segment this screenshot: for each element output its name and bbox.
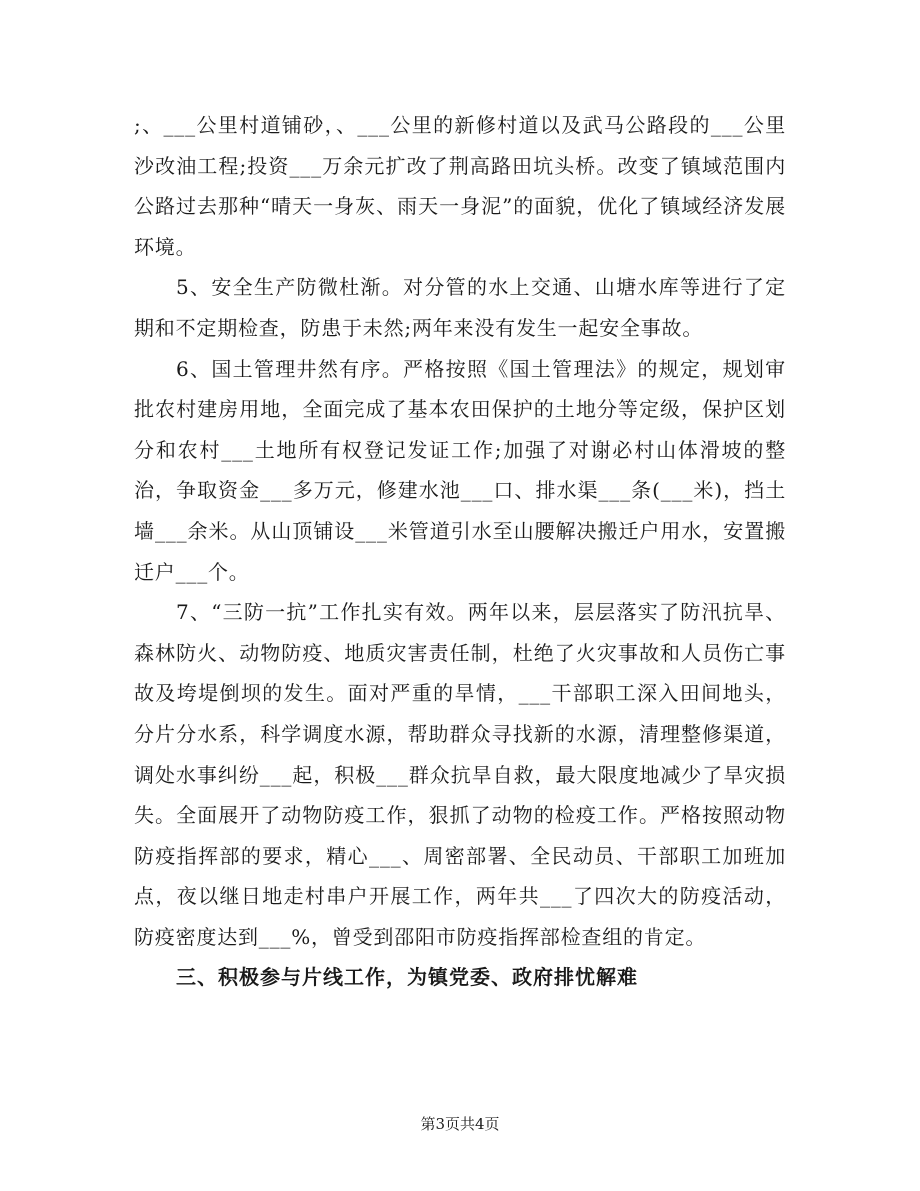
paragraph-safety-production: 5、安全生产防微杜渐。对分管的水上交通、山塘水库等进行了定期和不定期检查，防患于未然;两年来没有发生一起安全事故。 [134, 275, 786, 340]
paragraph-road-works: ;、___公里村道铺砂，、___公里的新修村道以及武马公路段的___公里沙改油工程;投资___万余元扩改了荆高路田坑头桥。改变了镇域范围内公路过去那种“晴天一身灰、雨天一身泥”的面貌，优化了镇域经济发展环境。 [134, 113, 786, 259]
paragraph-land-management: 6、国土管理井然有序。严格按照《国土管理法》的规定，规划审批农村建房用地，全面完成了基本农田保护的土地分等定级，保护区划分和农村___土地所有权登记发证工作;加强了对谢必村山体滑坡的整治，争取资金___多万元，修建水池___口、排水渠___条(___米)，挡土墙___余米。从山顶铺设___米管道引水至山腰解决搬迁户用水，安置搬迁户___个。 [134, 356, 786, 584]
paragraph-disaster-prevention: 7、“三防一抗”工作扎实有效。两年以来，层层落实了防汛抗旱、森林防火、动物防疫、地质灾害责任制，杜绝了火灾事故和人员伤亡事故及垮堤倒坝的发生。面对严重的旱情，___干部职工深入田间地头，分片分水系，科学调度水源，帮助群众寻找新的水源，清理整修渠道，调处水事纠纷___起，积极___群众抗旱自救，最大限度地减少了旱灾损失。全面展开了动物防疫工作，狠抓了动物的检疫工作。严格按照动物防疫指挥部的要求，精心___、周密部署、全民动员、干部职工加班加点，夜以继日地走村串户开展工作，两年共___了四次大的防疫活动，防疫密度达到___%，曾受到邵阳市防疫指挥部检查组的肯定。 [134, 600, 786, 949]
page-footer: 第3页共4页 [420, 1115, 500, 1133]
section-heading: 三、积极参与片线工作，为镇党委、政府排忧解难 [176, 965, 638, 990]
document-body [134, 105, 786, 998]
